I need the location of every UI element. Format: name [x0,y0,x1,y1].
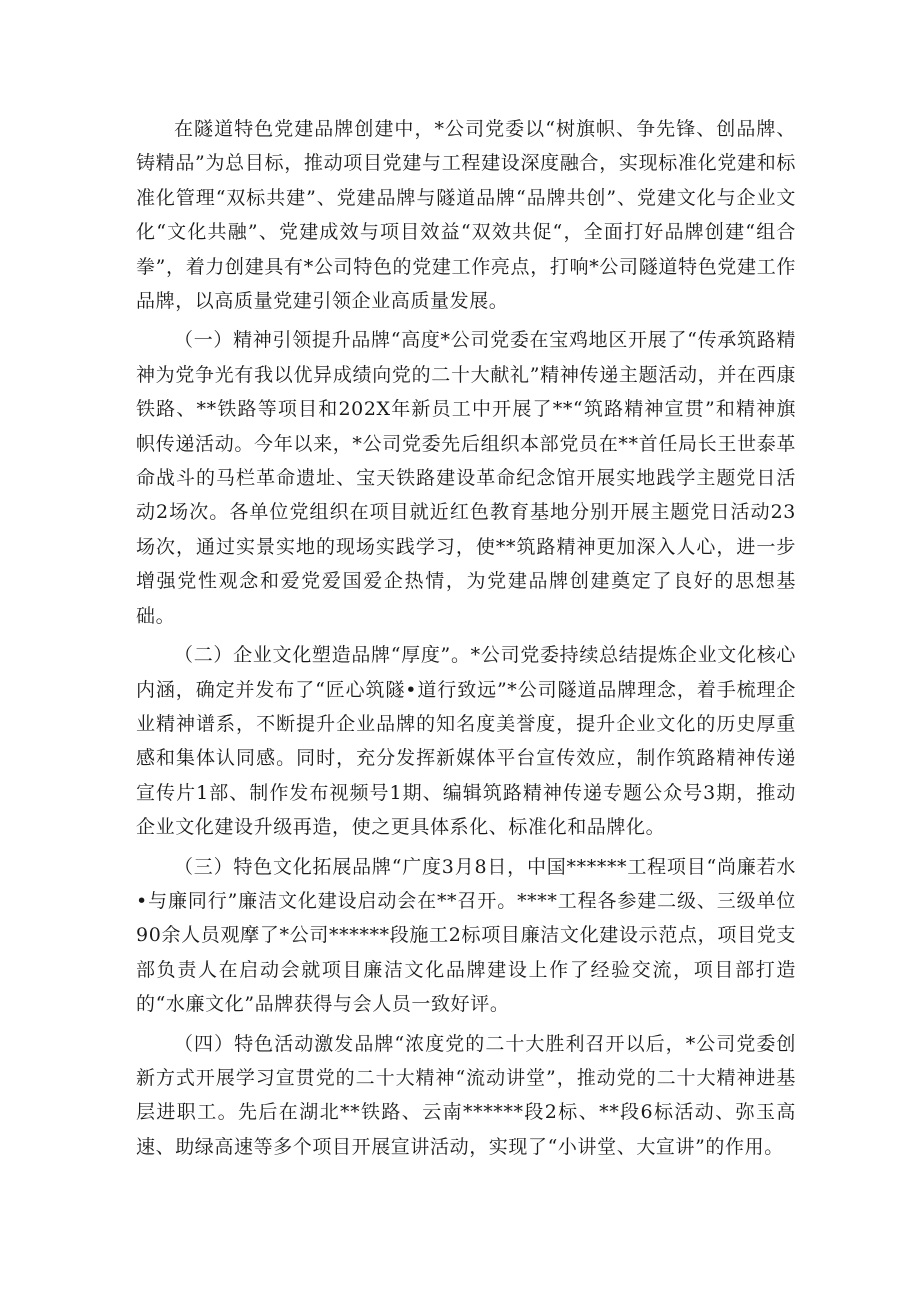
paragraph-section-2: （二）企业文化塑造品牌“厚度”。*公司党委持续总结提炼企业文化核心内涵，确定并发布了“匠心筑隧•道行致远”*公司隧道品牌理念，着手梳理企业精神谱系，不断提升企业品牌的知名度美誉度，提升企业文化的历史厚重感和集体认同感。同时，充分发挥新媒体平台宣传效应，制作筑路精神传递宣传片1部、制作发布视频号1期、编辑筑路精神传递专题公众号3期，推动企业文化建设升级再造，使之更具体系化、标准化和品牌化。 [136,644,796,839]
paragraph-section-1: （一）精神引领提升品牌“高度*公司党委在宝鸡地区开展了“传承筑路精神为党争光有我以优异成绩向党的二十大献礼”精神传递主题活动，并在西康铁路、**铁路等项目和202X年新员工中开展了**“筑路精神宣贯”和精神旗帜传递活动。今年以来，*公司党委先后组织本部党员在**首任局长王世泰革命战斗的马栏革命遗址、宝天铁路建设革命纪念馆开展实地践学主题党日活动2场次。各单位党组织在项目就近红色教育基地分别开展主题党日活动23场次，通过实景实地的现场实践学习，使**筑路精神更加深入人心，进一步增强党性观念和爱党爱国爱企热情，为党建品牌创建奠定了良好的思想基础。 [136,329,796,627]
paragraph-intro: 在隧道特色党建品牌创建中，*公司党委以“树旗帜、争先锋、创品牌、铸精品”为总目标，推动项目党建与工程建设深度融合，实现标准化党建和标准化管理“双标共建”、党建品牌与隧道品牌“品牌共创”、党建文化与企业文化“文化共融”、党建成效与项目效益“双效共促“，全面打好品牌创建“组合拳”，着力创建具有*公司特色的党建工作亮点，打响*公司隧道特色党建工作品牌，以高质量党建引领企业高质量发展。 [136,118,796,313]
paragraph-section-3: （三）特色文化拓展品牌“广度3月8日，中国******工程项目“尚廉若水•与廉同行”廉洁文化建设启动会在**召开。****工程各参建二级、三级单位90余人员观摩了*公司******段施工2标项目廉洁文化建设示范点，项目党支部负责人在启动会就项目廉洁文化品牌建设上作了经验交流，项目部打造的“水廉文化”品牌获得与会人员一致好评。 [136,855,796,1016]
document-body [136,112,796,1169]
paragraph-section-4: （四）特色活动激发品牌“浓度党的二十大胜利召开以后，*公司党委创新方式开展学习宣贯党的二十大精神“流动讲堂”，推动党的二十大精神进基层进职工。先后在湖北**铁路、云南******段2标、**段6标活动、弥玉高速、助绿高速等多个项目开展宣讲活动，实现了“小讲堂、大宣讲”的作用。 [136,1032,796,1158]
